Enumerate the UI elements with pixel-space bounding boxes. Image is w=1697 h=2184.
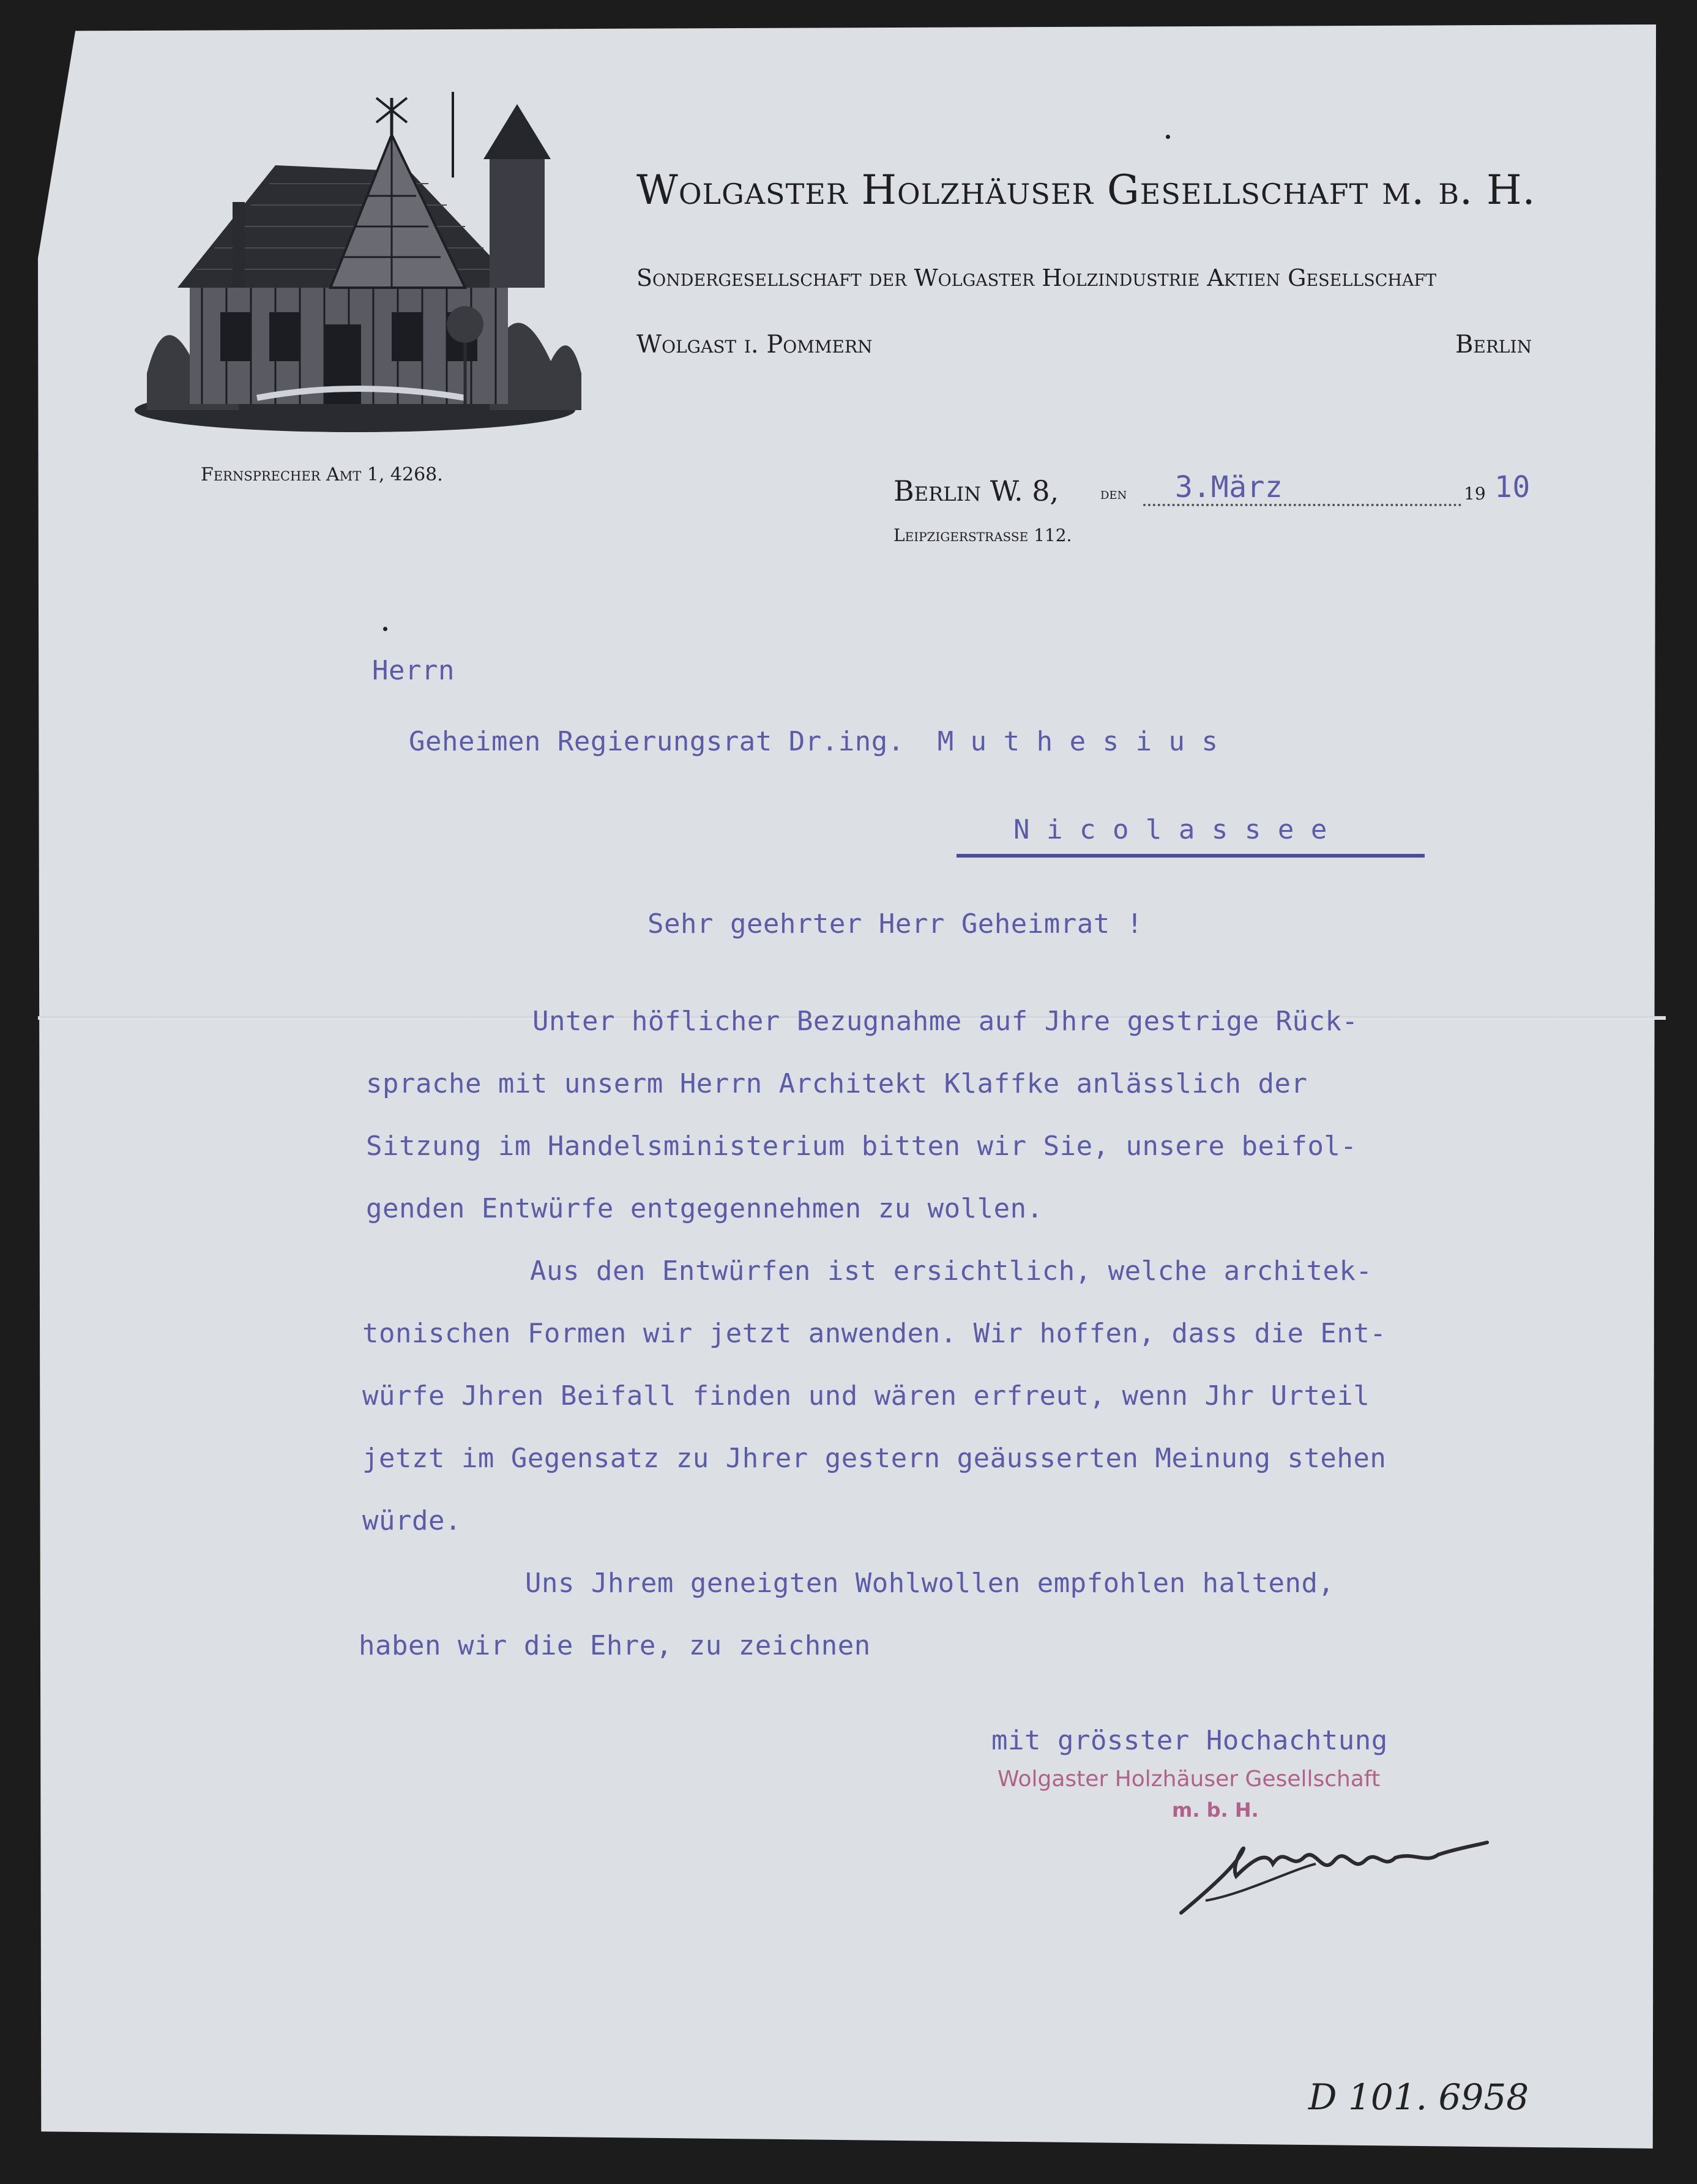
date-den-label: den [1100,485,1127,503]
body-line-7: würfe Jhren Beifall finden und wären erfreut, wenn Jhr Urteil [362,1380,1370,1412]
ink-speck [1166,135,1170,139]
date-year-suffix: 10 [1494,470,1531,504]
letter-place: Berlin W. 8, [893,474,1059,507]
closing: mit grösster Hochachtung [991,1725,1388,1756]
body-line-2: sprache mit unserm Herrn Architekt Klaffke anlässlich der [366,1068,1308,1099]
company-stamp-line-2: m. b. H. [1172,1798,1259,1822]
phone-number: Fernsprecher Amt 1, 4268. [201,464,443,485]
year-prefix: 19 [1464,484,1486,504]
company-location: Wolgast i. Pommern [636,331,873,359]
company-name: Wolgaster Holzhäuser Gesellschaft m. b. H. [636,166,1536,214]
body-line-6: tonischen Formen wir jetzt anwenden. Wir hoffen, dass die Ent- [362,1318,1387,1349]
street-address: Leipzigerstrasse 112. [893,525,1072,545]
body-line-11: haben wir die Ehre, zu zeichnen [359,1630,871,1661]
body-line-4: genden Entwürfe entgegennehmen zu wollen. [366,1193,1043,1224]
body-line-9: würde. [362,1505,461,1536]
recipient-place-underline [957,854,1425,858]
company-city: Berlin [1455,331,1532,359]
company-stamp-line-1: Wolgaster Holzhäuser Gesellschaft [998,1767,1381,1792]
body-line-1: Unter höflicher Bezugnahme auf Jhre gestrige Rück- [532,1006,1359,1037]
recipient-place: N i c o l a s s e e [1013,814,1327,845]
body-line-5: Aus den Entwürfen ist ersichtlich, welche architek- [530,1255,1373,1287]
date-day-month: 3.März [1175,470,1283,504]
body-line-3: Sitzung im Handelsministerium bitten wir Sie, unsere beifol- [366,1131,1357,1162]
house-engraving-logo [122,80,587,435]
recipient-salutation: Herrn [372,655,455,686]
body-line-8: jetzt im Gegensatz zu Jhrer gestern geäusserten Meinung stehen [362,1443,1387,1474]
archive-number: D 101. 6958 [1308,2076,1529,2118]
body-line-10: Uns Jhrem geneigten Wohlwollen empfohlen haltend, [525,1568,1335,1599]
ink-speck [383,627,387,631]
recipient-name: Geheimen Regierungsrat Dr.ing. M u t h e s i u s [409,726,1218,757]
handwritten-signature [1169,1827,1499,1919]
greeting: Sehr geehrter Herr Geheimrat ! [647,908,1143,940]
company-subtitle: Sondergesellschaft der Wolgaster Holzindustrie Aktien Gesellschaft [636,264,1437,291]
